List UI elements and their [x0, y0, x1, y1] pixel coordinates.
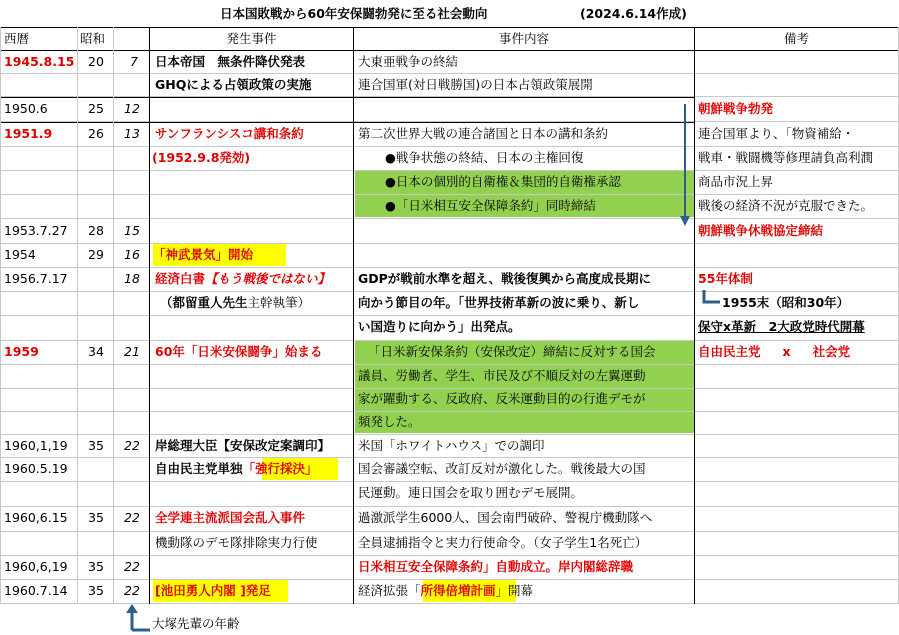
- showa-35-c: 35: [88, 559, 104, 574]
- header-detail: 事件内容: [498, 31, 549, 46]
- year-1950: 1950.6: [4, 101, 48, 116]
- event-tsuru: [160, 292, 310, 314]
- header-notes: 備考: [783, 31, 809, 46]
- age-12: 12: [124, 101, 140, 116]
- showa-29: 29: [88, 247, 104, 262]
- party-ldp: 自由民主党: [698, 344, 761, 359]
- note-repair: 戦車・戦闘機等修理請負高利潤: [698, 150, 874, 165]
- plan-start: 」開幕: [495, 583, 534, 598]
- party-vs: x: [782, 344, 791, 359]
- detail-sovereignty: ●戦争状態の終結、日本の主権回復: [385, 150, 584, 165]
- note-recovery: 戦後の経済不況が克服できた。: [698, 198, 874, 213]
- year-1960-6-19: 1960,6,19: [4, 559, 68, 574]
- event-jimmu-boom: 「神武景気」開始: [153, 247, 254, 262]
- event-effective: (1952.9.8発効): [152, 150, 251, 165]
- note-armistice: 朝鮮戦争休戦協定締結: [698, 223, 824, 238]
- created-date: (2024.6.14作成): [580, 6, 687, 21]
- year-1959: 1959: [4, 344, 39, 359]
- year-1960-7-14: 1960.7.14: [4, 583, 68, 598]
- ldp-alone: 自由民主党単独: [155, 461, 243, 476]
- event-anpo-start: 60年「日米安保闘争」始まる: [155, 344, 323, 359]
- year-1960-5: 1960.5.19: [4, 461, 68, 476]
- showa-28: 28: [88, 223, 104, 238]
- detail-milestone: 向かう節目の年。「世界技術革新の波に乗り、新し: [358, 295, 640, 310]
- event-forced-vote: [155, 458, 318, 480]
- showa-25: 25: [88, 101, 104, 116]
- korean-war-arrow-icon: [678, 100, 692, 230]
- tsuru-role: 主幹執筆）: [247, 295, 311, 310]
- detail-peace-treaty: 第二次世界大戦の連合諸国と日本の講和条約: [358, 126, 609, 141]
- detail-income-plan: [358, 580, 533, 602]
- showa-26: 26: [88, 126, 104, 141]
- detail-treaty-auto: 日米相互安全保障条約」自動成立。岸内閣総辞職: [358, 559, 634, 574]
- footnote-age: 大塚先輩の年齢: [152, 616, 240, 631]
- detail-war-end: 大東亜戦争の終結: [358, 54, 459, 69]
- event-kishi: 岸総理大臣【安保改定案調印】: [155, 438, 331, 453]
- party-jsp: 社会党: [812, 344, 851, 359]
- detail-security-treaty: ●「日米相互安全保障条約」同時締結: [385, 198, 596, 213]
- header-showa: 昭和: [80, 31, 106, 46]
- detail-gdp: GDPが戦前水準を超え、戦後復興から高度成長期に: [358, 271, 652, 286]
- event-ghq: GHQによる占領政策の実施: [155, 77, 312, 92]
- detail-occupation: 連合国軍(対日戦勝国)の日本占領政策展開: [358, 77, 593, 92]
- detail-radicals: 過激派学生6000人、国会南門破砕、警視庁機動隊へ: [358, 510, 653, 525]
- age-15: 15: [124, 223, 140, 238]
- income-doubling: 所得倍増計画: [420, 583, 496, 598]
- showa-35-b: 35: [88, 510, 104, 525]
- note-parties: [698, 341, 850, 363]
- showa-34: 34: [88, 344, 104, 359]
- detail-protest-1: 「日米新安保条約（安保改定）締結に反対する国会: [368, 344, 656, 359]
- year-1954: 1954: [4, 247, 36, 262]
- note-korean-war: 朝鮮戦争勃発: [698, 101, 774, 116]
- event-surrender: 日本帝国 無条件降伏発表: [155, 54, 306, 69]
- year-1960-6-15: 1960,6.15: [4, 510, 68, 525]
- detail-diet-stall: 国会審議空転、改訂反対が激化した。戦後最大の国: [358, 461, 646, 476]
- detail-start: い国造りに向かう」出発点。: [358, 319, 521, 334]
- note-supply: 連合国軍より、「物資補給・: [698, 126, 855, 141]
- year-1953: 1953.7.27: [4, 223, 68, 238]
- detail-self-defense: ●日本の個別的自衛権＆集団的自衛権承認: [385, 174, 621, 189]
- age-22-a: 22: [124, 438, 140, 453]
- note-55-system: 55年体制: [698, 271, 753, 286]
- white-paper-title: 経済白書: [155, 271, 206, 286]
- year-1960-1: 1960,1,19: [4, 438, 68, 453]
- age-22-c: 22: [124, 559, 140, 574]
- event-white-paper: [155, 268, 330, 290]
- year-1945: 1945.8.15: [4, 54, 75, 69]
- age-22-d: 22: [124, 583, 140, 598]
- age-13: 13: [124, 126, 140, 141]
- no-longer-postwar: 【もう戦後ではない】: [205, 271, 331, 286]
- detail-white-house: 米国「ホワイトハウス」での調印: [358, 438, 545, 453]
- showa-35-a: 35: [88, 438, 104, 453]
- detail-protest-2: 議員、労働者、学生、市民及び不順反対の左翼運動: [358, 368, 646, 383]
- bracket-arrow-icon: [700, 288, 724, 310]
- age-up-arrow-icon: [124, 602, 154, 632]
- detail-arrests: 全員逮捕指令と実力行使命令。（女子学生1名死亡）: [358, 535, 648, 550]
- event-zengakuren: 全学連主流派国会乱入事件: [155, 510, 306, 525]
- event-sf-treaty: サンフランシスコ講和条約: [155, 126, 304, 141]
- event-riot-police: 機動隊のデモ隊排除実力行使: [155, 535, 318, 550]
- age-18: 18: [124, 271, 140, 286]
- note-two-party: 保守x革新 2大政党時代開幕: [698, 319, 865, 334]
- detail-protest-4: 頻発した。: [358, 414, 421, 429]
- economic-expansion: 経済拡張「: [358, 583, 421, 598]
- event-ikeda: [池田勇人内閣 ]発足: [155, 583, 271, 598]
- showa-20: 20: [88, 54, 104, 69]
- note-1955: 1955末（昭和30年）: [722, 295, 850, 310]
- note-market: 商品市況上昇: [698, 174, 774, 189]
- year-1951: 1951.9: [4, 126, 53, 141]
- header-event: 発生事件: [226, 31, 277, 46]
- age-16: 16: [124, 247, 140, 262]
- detail-protest-3: 家が躍動する、反政府、反米運動目的の行進デモが: [358, 391, 646, 406]
- forced-vote: 「強行採決」: [242, 461, 318, 476]
- page-title: 日本国敗戦から60年安保闘勃発に至る社会動向: [220, 6, 488, 21]
- year-1956: 1956.7.17: [4, 271, 68, 286]
- age-7: 7: [130, 54, 138, 69]
- showa-35-d: 35: [88, 583, 104, 598]
- header-year: 西暦: [4, 31, 30, 46]
- age-22-b: 22: [124, 510, 140, 525]
- tsuru-name: （都留重人先生: [160, 295, 248, 310]
- age-21: 21: [124, 344, 140, 359]
- detail-demo: 民運動。連日国会を取り囲むデモ展開。: [358, 485, 584, 500]
